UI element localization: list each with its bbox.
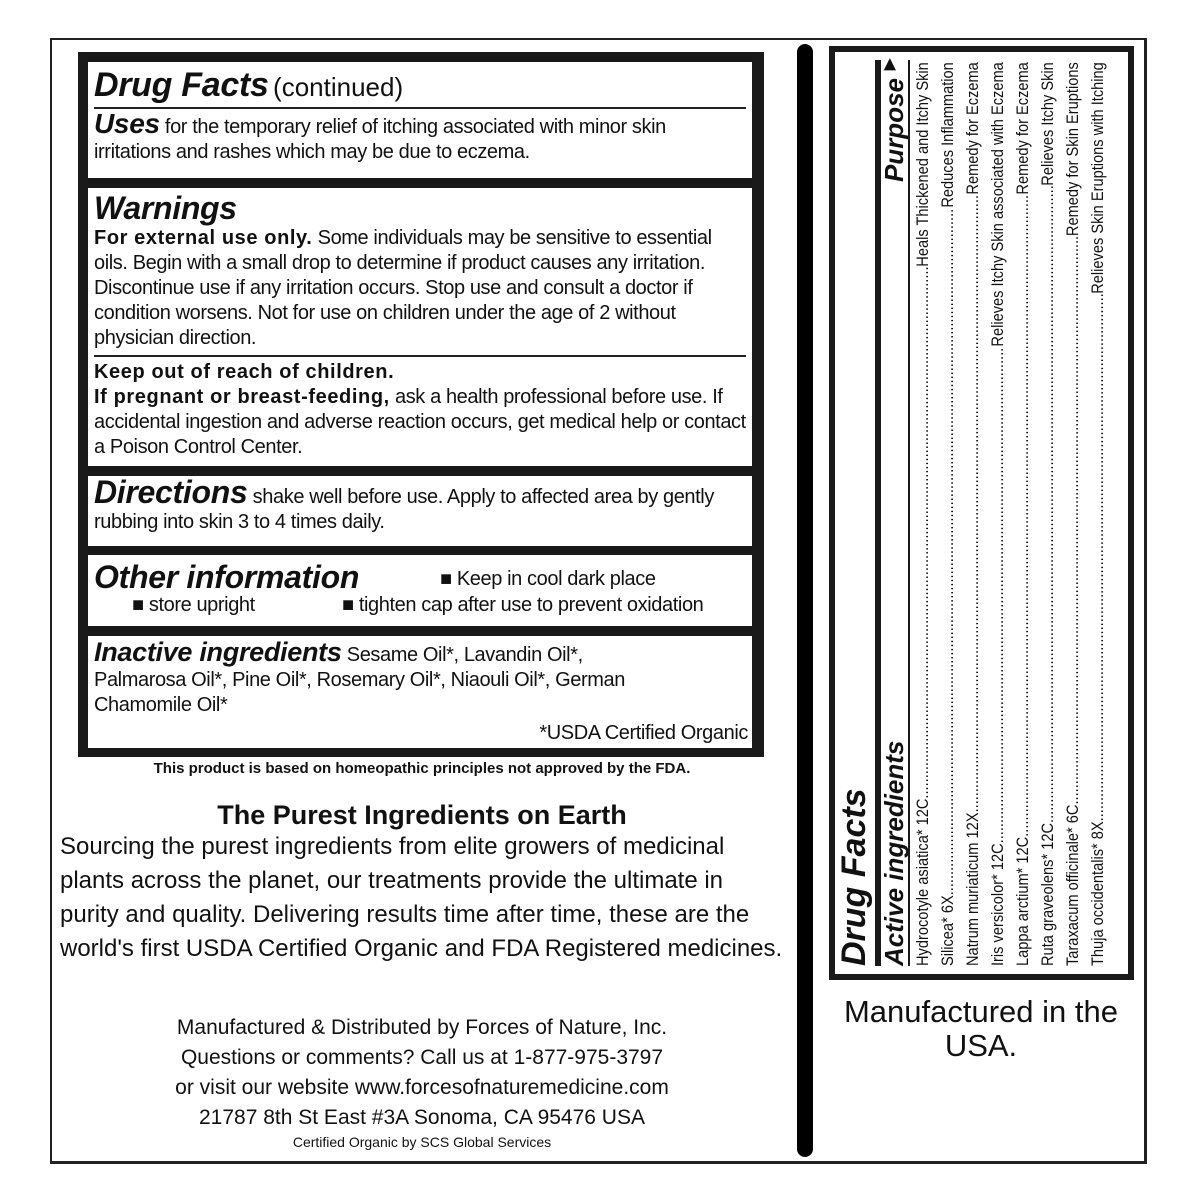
keep-out-text: Keep out of reach of children. bbox=[94, 361, 395, 383]
address-line: 21787 8th St East #3A Sonoma, CA 95476 USA bbox=[199, 1106, 645, 1129]
ingredient-row bbox=[1035, 62, 1060, 966]
ingredient-name: Silicea* 6X bbox=[938, 895, 957, 966]
directions-heading: Directions bbox=[94, 474, 248, 510]
drug-facts-title: Drug Facts bbox=[94, 66, 269, 104]
warnings-text: Some individuals may be sensitive to essential oils. Begin with a small drop to determine if product causes any irritation. Discontinue use if any irritation occurs. Stop use and consult a doctor if condition worsens. Not for use on children under the age of 2 without physician direction. bbox=[94, 227, 712, 349]
other-item-tighten-cap: ■ tighten cap after use to prevent oxidation bbox=[342, 594, 704, 616]
divider-line bbox=[94, 355, 746, 357]
leader-dots bbox=[985, 347, 1010, 844]
made-in-usa: Manufactured in the USA. bbox=[843, 994, 1118, 1063]
ingredient-row bbox=[1085, 62, 1110, 966]
other-information-line2 bbox=[94, 593, 746, 619]
active-ingredients-list bbox=[910, 60, 1110, 966]
ingredient-name: Hydrocotyle asiatica* 12C bbox=[913, 798, 932, 966]
other-item-cool-dark: ■ Keep in cool dark place bbox=[440, 568, 656, 590]
other-item-upright: ■ store upright bbox=[132, 594, 255, 616]
leader-dots bbox=[1035, 186, 1060, 823]
ingredient-name: Lappa arctium* 12C bbox=[1013, 836, 1032, 966]
inactive-paragraph bbox=[94, 637, 654, 718]
leader-dots bbox=[935, 208, 960, 896]
fda-disclaimer: This product is based on homeopathic principles not approved by the FDA. bbox=[153, 760, 691, 777]
drug-facts-continued-panel bbox=[78, 52, 764, 757]
inactive-text: Sesame Oil*, Lavandin Oil*, Palmarosa Oil*, Pine Oil*, Rosemary Oil*, Niaouli Oil*, German Chamomile Oil* bbox=[94, 644, 625, 716]
ingredient-row bbox=[1010, 62, 1035, 966]
ingredient-purpose: Relieves Skin Eruptions with Itching bbox=[1088, 62, 1107, 294]
other-information-line1 bbox=[94, 559, 746, 593]
drug-facts-title-suffix: (continued) bbox=[273, 72, 404, 102]
directions-section bbox=[88, 476, 752, 546]
ingredient-name: Taraxacum officinale* 6C bbox=[1063, 804, 1082, 966]
pregnant-text: ask a health professional before use. If accidental ingestion and adverse reaction occurs, get medical help or contact a Poison Control Center. bbox=[94, 386, 746, 458]
ingredient-row bbox=[1060, 62, 1085, 966]
inactive-ingredients-section bbox=[88, 636, 752, 748]
manufacturer-block bbox=[60, 1013, 784, 1133]
inactive-heading: Inactive ingredients bbox=[94, 637, 342, 667]
leader-dots bbox=[1060, 236, 1085, 804]
directions-paragraph bbox=[94, 474, 746, 535]
warnings-paragraph bbox=[94, 226, 746, 351]
manufacturer-line: Manufactured & Distributed by Forces of Nature, Inc. bbox=[176, 1016, 668, 1039]
usda-footnote: *USDA Certified Organic bbox=[539, 722, 748, 744]
ingredient-purpose: Remedy for Skin Eruptions bbox=[1063, 62, 1082, 237]
contact-phone-line: Questions or comments? Call us at 1-877-975-3797 bbox=[180, 1046, 664, 1069]
warnings-heading: Warnings bbox=[94, 190, 237, 226]
uses-paragraph bbox=[94, 108, 746, 165]
other-item-text: Keep in cool dark place bbox=[456, 568, 656, 590]
other-information-heading: Other information bbox=[94, 559, 360, 595]
ingredient-purpose: Relieves Itchy Skin bbox=[1038, 62, 1057, 186]
uses-text: for the temporary relief of itching associated with minor skin irritations and rashes which may be due to eczema. bbox=[94, 116, 666, 163]
ingredient-row bbox=[910, 62, 935, 966]
ingredient-purpose: Relieves Itchy Skin associated with Eczema bbox=[988, 62, 1007, 347]
ingredient-purpose: Reduces Inflammation bbox=[938, 62, 957, 208]
certification-note: Certified Organic by SCS Global Services bbox=[292, 1134, 552, 1150]
ingredient-purpose: Remedy for Eczema bbox=[963, 62, 982, 195]
divider-line bbox=[94, 107, 746, 109]
warnings-section bbox=[88, 188, 752, 466]
external-use-lead: For external use only. bbox=[94, 227, 313, 249]
other-item-text: tighten cap after use to prevent oxidation bbox=[358, 594, 704, 616]
leader-dots bbox=[960, 195, 985, 813]
uses-heading: Uses bbox=[94, 108, 160, 139]
ingredient-row bbox=[985, 62, 1010, 966]
leader-dots bbox=[910, 267, 935, 799]
directions-text: shake well before use. Apply to affected area by gently rubbing into skin 3 to 4 times daily. bbox=[94, 486, 714, 533]
other-information-section bbox=[88, 555, 752, 626]
drug-facts-title-line bbox=[94, 66, 746, 105]
other-item-text: store upright bbox=[148, 594, 255, 616]
keep-out-paragraph bbox=[94, 360, 746, 460]
active-ingredients-heading: Active ingredients bbox=[879, 740, 909, 966]
pregnant-lead: If pregnant or breast-feeding, bbox=[94, 386, 390, 408]
purpose-heading: Purpose bbox=[879, 78, 909, 183]
ingredient-row bbox=[960, 62, 985, 966]
ingredient-name: Thuja occidentalis* 8X bbox=[1088, 821, 1107, 966]
ingredient-name: Ruta graveolens* 12C bbox=[1038, 822, 1057, 966]
leader-dots bbox=[1010, 195, 1035, 837]
drug-facts-rotated-content bbox=[835, 52, 1128, 974]
continue-arrow-icon: ▶ bbox=[881, 58, 898, 71]
purest-paragraph: Sourcing the purest ingredients from elite growers of medicinal plants across the planet, our treatments provide the ultimate in purity and quality. Delivering results time after time, these are the world's first USDA Certified Organic and FDA Registered medicines. bbox=[60, 833, 783, 962]
ingredient-name: Iris versicolor* 12C bbox=[988, 843, 1007, 966]
panel-divider bbox=[797, 44, 813, 1157]
uses-section bbox=[88, 62, 752, 178]
ingredient-row bbox=[935, 62, 960, 966]
purest-heading: The Purest Ingredients on Earth bbox=[217, 800, 627, 830]
drug-facts-main-panel bbox=[829, 46, 1134, 980]
drug-facts-main-title: Drug Facts bbox=[835, 788, 873, 966]
leader-dots bbox=[1085, 294, 1110, 822]
ingredient-name: Natrum muriaticum 12X bbox=[963, 812, 982, 966]
website-line: or visit our website www.forcesofnaturemedicine.com bbox=[175, 1076, 669, 1099]
ingredient-purpose: Remedy for Eczema bbox=[1013, 62, 1032, 195]
ingredient-purpose: Heals Thickened and Itchy Skin bbox=[913, 62, 932, 267]
